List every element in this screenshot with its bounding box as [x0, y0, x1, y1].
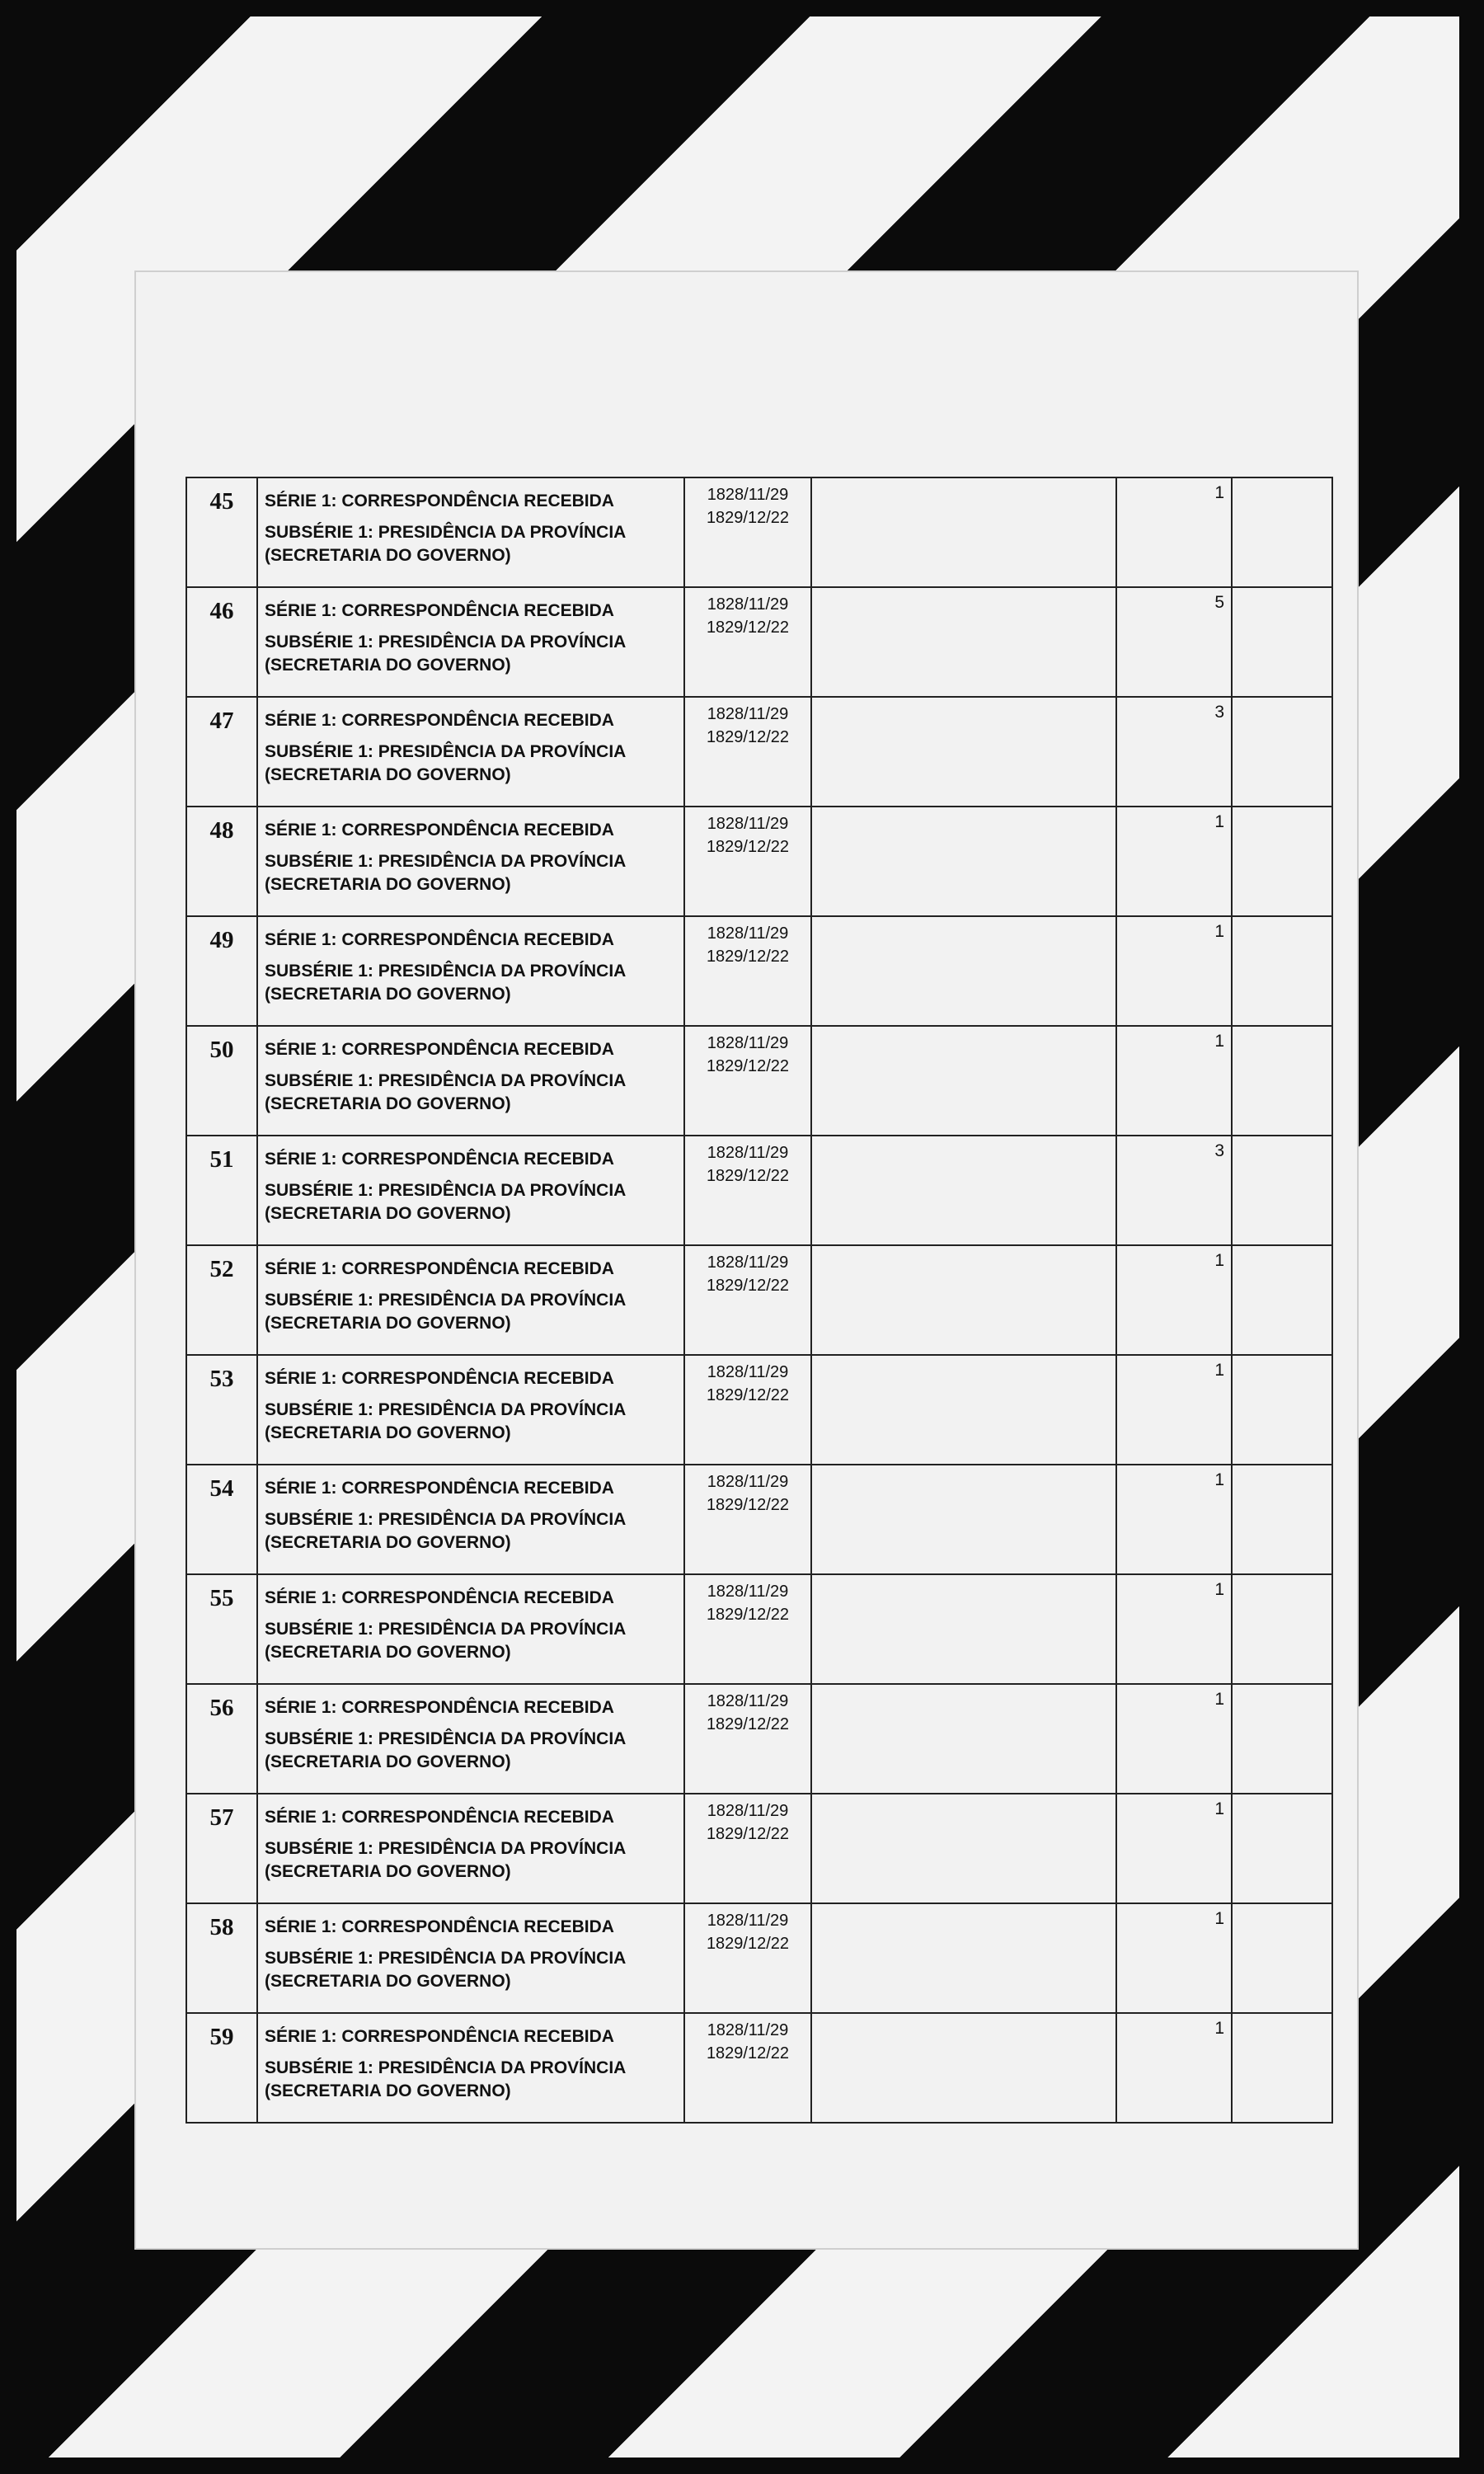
date-start: 1828/11/29: [707, 924, 789, 943]
quantity: 1: [1116, 1355, 1232, 1465]
subserie-label: SUBSÉRIE 1: PRESIDÊNCIA DA PROVÍNCIA (SECRETARIA DO GOVERNO): [265, 962, 626, 1004]
item-number: 57: [186, 1794, 257, 1903]
date-end: 1829/12/22: [706, 1825, 790, 1843]
date-start: 1828/11/29: [707, 1473, 789, 1491]
item-description: [257, 1136, 684, 1245]
item-description: [257, 1245, 684, 1355]
quantity: 1: [1116, 1026, 1232, 1136]
item-description: [257, 477, 684, 587]
empty-cell: [811, 1684, 1116, 1794]
empty-cell: [811, 1465, 1116, 1574]
quantity: 1: [1116, 1465, 1232, 1574]
serie-label: SÉRIE 1: CORRESPONDÊNCIA RECEBIDA: [265, 1917, 614, 1936]
subserie-label: SUBSÉRIE 1: PRESIDÊNCIA DA PROVÍNCIA (SECRETARIA DO GOVERNO): [265, 852, 626, 894]
table-row: [186, 1794, 1332, 1903]
quantity: 5: [1116, 587, 1232, 697]
date-range: [684, 1026, 811, 1136]
date-start: 1828/11/29: [707, 1034, 789, 1052]
item-number: 48: [186, 807, 257, 916]
date-start: 1828/11/29: [707, 1363, 789, 1381]
date-end: 1829/12/22: [706, 618, 790, 637]
item-description: [257, 807, 684, 916]
quantity: 1: [1116, 1574, 1232, 1684]
item-description: [257, 1794, 684, 1903]
date-start: 1828/11/29: [707, 1253, 789, 1272]
empty-cell: [1232, 916, 1332, 1026]
subserie-label: SUBSÉRIE 1: PRESIDÊNCIA DA PROVÍNCIA (SECRETARIA DO GOVERNO): [265, 2058, 626, 2100]
date-range: [684, 1245, 811, 1355]
empty-cell: [1232, 587, 1332, 697]
empty-cell: [811, 1355, 1116, 1465]
item-description: [257, 1903, 684, 2013]
item-number: 56: [186, 1684, 257, 1794]
item-number: 47: [186, 697, 257, 807]
empty-cell: [811, 1794, 1116, 1903]
date-end: 1829/12/22: [706, 1277, 790, 1295]
date-range: [684, 2013, 811, 2123]
empty-cell: [1232, 1136, 1332, 1245]
item-description: [257, 1684, 684, 1794]
serie-label: SÉRIE 1: CORRESPONDÊNCIA RECEBIDA: [265, 492, 614, 510]
quantity: 1: [1116, 1684, 1232, 1794]
serie-label: SÉRIE 1: CORRESPONDÊNCIA RECEBIDA: [265, 1698, 614, 1717]
serie-label: SÉRIE 1: CORRESPONDÊNCIA RECEBIDA: [265, 1369, 614, 1388]
item-number: 45: [186, 477, 257, 587]
table-row: [186, 1136, 1332, 1245]
empty-cell: [1232, 477, 1332, 587]
date-range: [684, 1684, 811, 1794]
empty-cell: [1232, 1903, 1332, 2013]
date-range: [684, 1136, 811, 1245]
inventory-table: [186, 477, 1333, 2124]
empty-cell: [811, 587, 1116, 697]
empty-cell: [811, 2013, 1116, 2123]
empty-cell: [811, 477, 1116, 587]
date-range: [684, 916, 811, 1026]
serie-label: SÉRIE 1: CORRESPONDÊNCIA RECEBIDA: [265, 1808, 614, 1827]
date-start: 1828/11/29: [707, 705, 789, 723]
subserie-label: SUBSÉRIE 1: PRESIDÊNCIA DA PROVÍNCIA (SECRETARIA DO GOVERNO): [265, 1510, 626, 1552]
subserie-label: SUBSÉRIE 1: PRESIDÊNCIA DA PROVÍNCIA (SECRETARIA DO GOVERNO): [265, 1291, 626, 1333]
quantity: 1: [1116, 1245, 1232, 1355]
empty-cell: [1232, 697, 1332, 807]
date-range: [684, 1355, 811, 1465]
item-description: [257, 916, 684, 1026]
subserie-label: SUBSÉRIE 1: PRESIDÊNCIA DA PROVÍNCIA (SECRETARIA DO GOVERNO): [265, 1839, 626, 1881]
quantity: 1: [1116, 807, 1232, 916]
date-end: 1829/12/22: [706, 728, 790, 746]
item-description: [257, 1355, 684, 1465]
table-row: [186, 1026, 1332, 1136]
item-description: [257, 587, 684, 697]
date-start: 1828/11/29: [707, 815, 789, 833]
date-start: 1828/11/29: [707, 595, 789, 614]
date-end: 1829/12/22: [706, 1606, 790, 1624]
table-row: [186, 697, 1332, 807]
table-row: [186, 477, 1332, 587]
serie-label: SÉRIE 1: CORRESPONDÊNCIA RECEBIDA: [265, 821, 614, 840]
item-number: 53: [186, 1355, 257, 1465]
serie-label: SÉRIE 1: CORRESPONDÊNCIA RECEBIDA: [265, 2027, 614, 2046]
date-range: [684, 1465, 811, 1574]
table-row: [186, 2013, 1332, 2123]
date-range: [684, 697, 811, 807]
empty-cell: [1232, 1245, 1332, 1355]
date-start: 1828/11/29: [707, 1912, 789, 1930]
quantity: 1: [1116, 2013, 1232, 2123]
empty-cell: [811, 697, 1116, 807]
empty-cell: [811, 1574, 1116, 1684]
serie-label: SÉRIE 1: CORRESPONDÊNCIA RECEBIDA: [265, 601, 614, 620]
document-sheet: [134, 270, 1359, 2250]
date-end: 1829/12/22: [706, 2044, 790, 2062]
date-start: 1828/11/29: [707, 1692, 789, 1710]
subserie-label: SUBSÉRIE 1: PRESIDÊNCIA DA PROVÍNCIA (SECRETARIA DO GOVERNO): [265, 1400, 626, 1442]
table-row: [186, 587, 1332, 697]
table-row: [186, 1245, 1332, 1355]
date-end: 1829/12/22: [706, 1496, 790, 1514]
table-row: [186, 807, 1332, 916]
date-end: 1829/12/22: [706, 1386, 790, 1404]
empty-cell: [811, 1026, 1116, 1136]
quantity: 3: [1116, 697, 1232, 807]
empty-cell: [1232, 1574, 1332, 1684]
table-row: [186, 1465, 1332, 1574]
empty-cell: [1232, 1684, 1332, 1794]
item-number: 46: [186, 587, 257, 697]
date-range: [684, 1903, 811, 2013]
empty-cell: [811, 1903, 1116, 2013]
date-range: [684, 477, 811, 587]
table-row: [186, 1903, 1332, 2013]
date-start: 1828/11/29: [707, 1802, 789, 1820]
serie-label: SÉRIE 1: CORRESPONDÊNCIA RECEBIDA: [265, 1588, 614, 1607]
empty-cell: [1232, 1794, 1332, 1903]
date-range: [684, 1794, 811, 1903]
quantity: 3: [1116, 1136, 1232, 1245]
date-range: [684, 587, 811, 697]
date-start: 1828/11/29: [707, 2021, 789, 2039]
date-range: [684, 807, 811, 916]
date-start: 1828/11/29: [707, 1583, 789, 1601]
empty-cell: [1232, 1026, 1332, 1136]
empty-cell: [1232, 807, 1332, 916]
empty-cell: [1232, 1465, 1332, 1574]
date-end: 1829/12/22: [706, 1057, 790, 1075]
empty-cell: [811, 916, 1116, 1026]
empty-cell: [1232, 1355, 1332, 1465]
date-range: [684, 1574, 811, 1684]
item-number: 54: [186, 1465, 257, 1574]
serie-label: SÉRIE 1: CORRESPONDÊNCIA RECEBIDA: [265, 1479, 614, 1498]
quantity: 1: [1116, 1903, 1232, 2013]
subserie-label: SUBSÉRIE 1: PRESIDÊNCIA DA PROVÍNCIA (SECRETARIA DO GOVERNO): [265, 1949, 626, 1991]
table-row: [186, 1574, 1332, 1684]
quantity: 1: [1116, 1794, 1232, 1903]
item-number: 51: [186, 1136, 257, 1245]
subserie-label: SUBSÉRIE 1: PRESIDÊNCIA DA PROVÍNCIA (SECRETARIA DO GOVERNO): [265, 1181, 626, 1223]
date-start: 1828/11/29: [707, 1144, 789, 1162]
empty-cell: [1232, 2013, 1332, 2123]
item-description: [257, 2013, 684, 2123]
table-row: [186, 916, 1332, 1026]
item-number: 58: [186, 1903, 257, 2013]
serie-label: SÉRIE 1: CORRESPONDÊNCIA RECEBIDA: [265, 711, 614, 730]
quantity: 1: [1116, 916, 1232, 1026]
subserie-label: SUBSÉRIE 1: PRESIDÊNCIA DA PROVÍNCIA (SECRETARIA DO GOVERNO): [265, 523, 626, 565]
serie-label: SÉRIE 1: CORRESPONDÊNCIA RECEBIDA: [265, 1259, 614, 1278]
date-start: 1828/11/29: [707, 486, 789, 504]
date-end: 1829/12/22: [706, 1167, 790, 1185]
item-number: 55: [186, 1574, 257, 1684]
quantity: 1: [1116, 477, 1232, 587]
date-end: 1829/12/22: [706, 1715, 790, 1733]
empty-cell: [811, 807, 1116, 916]
subserie-label: SUBSÉRIE 1: PRESIDÊNCIA DA PROVÍNCIA (SECRETARIA DO GOVERNO): [265, 1729, 626, 1771]
subserie-label: SUBSÉRIE 1: PRESIDÊNCIA DA PROVÍNCIA (SECRETARIA DO GOVERNO): [265, 742, 626, 784]
date-end: 1829/12/22: [706, 509, 790, 527]
item-number: 59: [186, 2013, 257, 2123]
date-end: 1829/12/22: [706, 1935, 790, 1953]
subserie-label: SUBSÉRIE 1: PRESIDÊNCIA DA PROVÍNCIA (SECRETARIA DO GOVERNO): [265, 1620, 626, 1662]
date-end: 1829/12/22: [706, 948, 790, 966]
empty-cell: [811, 1136, 1116, 1245]
item-description: [257, 697, 684, 807]
empty-cell: [811, 1245, 1116, 1355]
serie-label: SÉRIE 1: CORRESPONDÊNCIA RECEBIDA: [265, 930, 614, 949]
table-row: [186, 1684, 1332, 1794]
table-row: [186, 1355, 1332, 1465]
item-description: [257, 1026, 684, 1136]
item-number: 50: [186, 1026, 257, 1136]
item-description: [257, 1574, 684, 1684]
serie-label: SÉRIE 1: CORRESPONDÊNCIA RECEBIDA: [265, 1150, 614, 1169]
serie-label: SÉRIE 1: CORRESPONDÊNCIA RECEBIDA: [265, 1040, 614, 1059]
item-number: 49: [186, 916, 257, 1026]
date-end: 1829/12/22: [706, 838, 790, 856]
subserie-label: SUBSÉRIE 1: PRESIDÊNCIA DA PROVÍNCIA (SECRETARIA DO GOVERNO): [265, 633, 626, 675]
inventory-rows: [186, 477, 1332, 2123]
item-number: 52: [186, 1245, 257, 1355]
item-description: [257, 1465, 684, 1574]
subserie-label: SUBSÉRIE 1: PRESIDÊNCIA DA PROVÍNCIA (SECRETARIA DO GOVERNO): [265, 1071, 626, 1113]
